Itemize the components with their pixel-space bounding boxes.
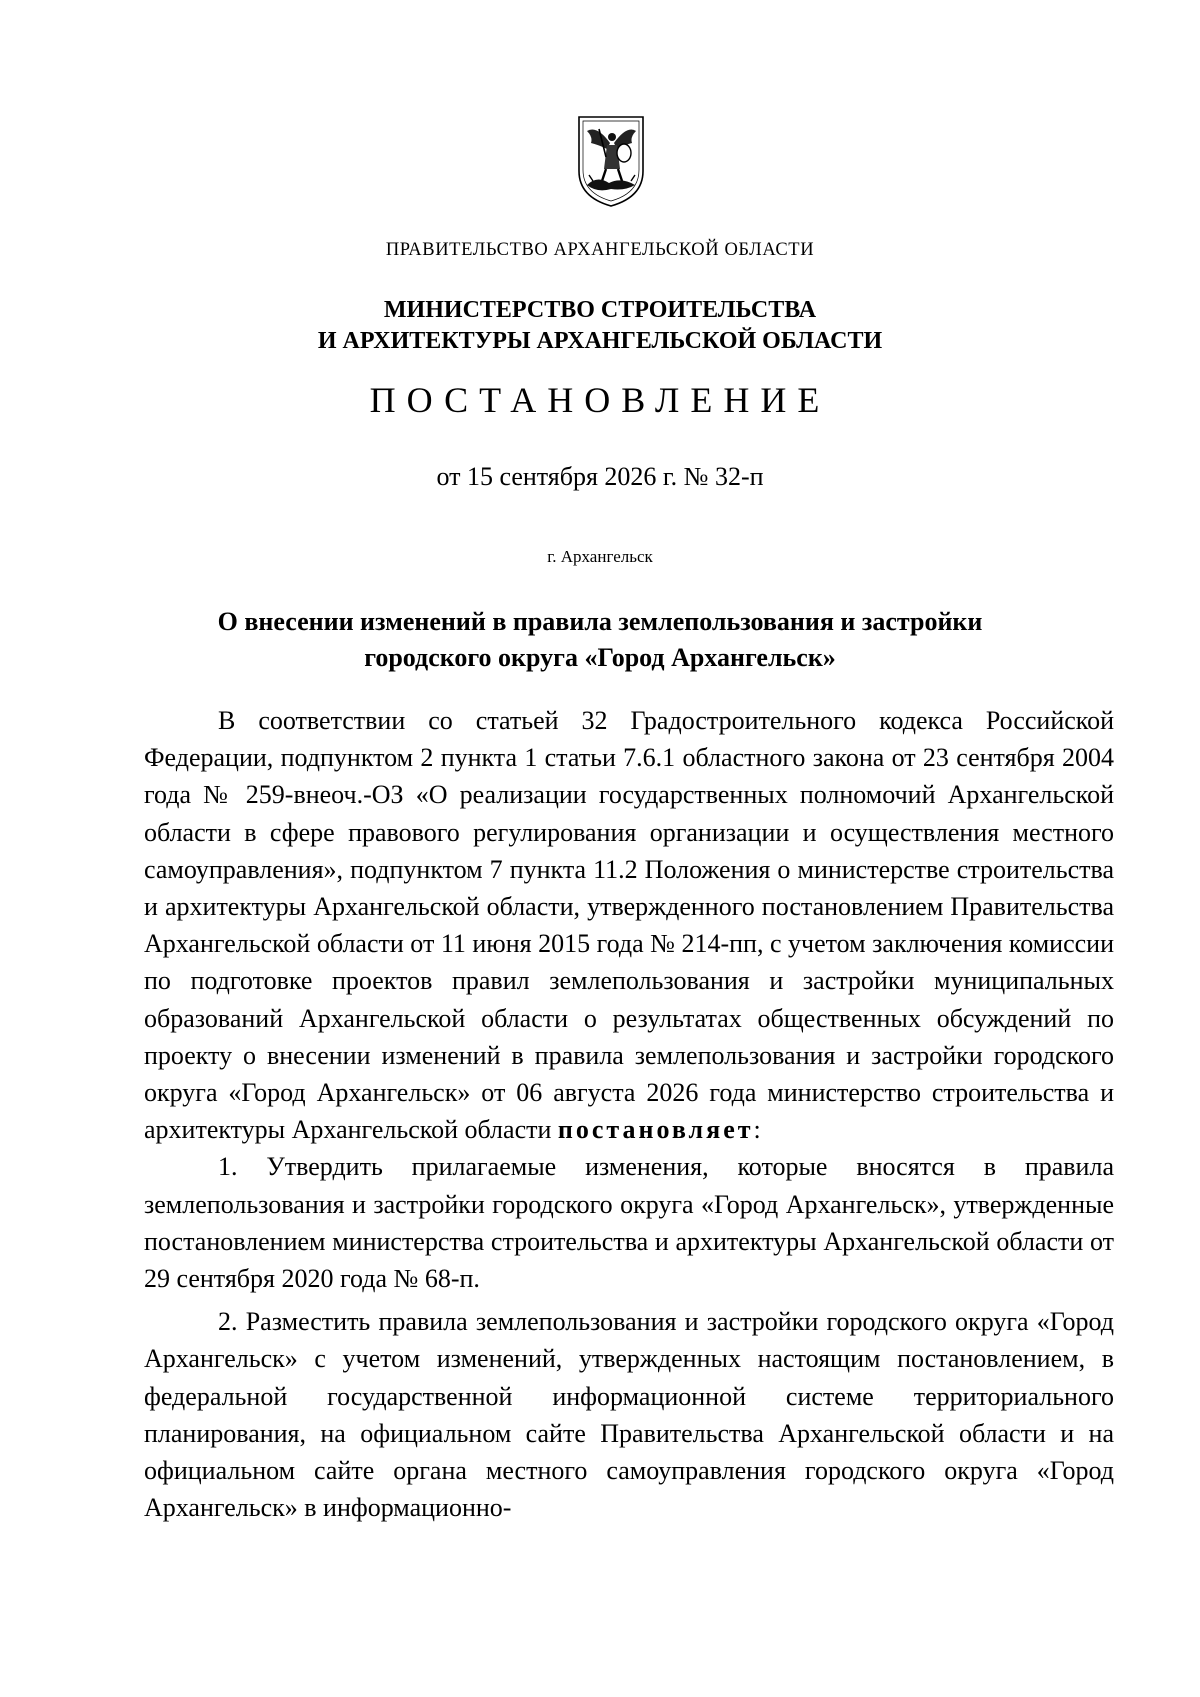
subject-line1: О внесении изменений в правила землепользования и застройки	[217, 607, 983, 636]
item-1-paragraph: 1. Утвердить прилагаемые изменения, которые вносятся в правила землепользования и застройки городского округа «Город Архангельск», утвержденные постановлением министерства строительства и архитектуры Архангельской области от 29 сентября 2020 года № 68-п.	[144, 1152, 1114, 1294]
coat-of-arms-icon	[573, 113, 649, 209]
ministry-title-line1: МИНИСТЕРСТВО СТРОИТЕЛЬСТВА	[383, 297, 817, 323]
resolves-word: постановляет	[557, 1115, 754, 1145]
subject-line2: городского округа «Город Архангельск»	[364, 643, 836, 672]
document-subject	[0, 604, 1200, 676]
document-body	[144, 702, 1114, 1526]
document-type: ПОСТАНОВЛЕНИЕ	[369, 380, 831, 420]
preamble-text: В соответствии со статьей 32 Градостроительного кодекса Российской Федерации, подпунктом 2 пункта 1 статьи 7.6.1 областного закона от 23 сентября 2004 года № 259-внеоч.-ОЗ «О реализации государственных полномочий Архангельской области в сфере правового регулирования организации и осуществления местного самоуправления», подпунктом 7 пункта 11.2 Положения о министерстве строительства и архитектуры Архангельской области, утвержденного постановлением Правительства Архангельской области от 11 июня 2015 года № 214-пп, с учетом заключения комиссии по подготовке проектов правил землепользования и застройки муниципальных образований Архангельской области о результатах общественных обсуждений по проекту о внесении изменений в правила землепользования и застройки городского округа «Город Архангельск» от 06 августа 2026 года министерство строительства и архитектуры Архангельской области	[144, 706, 1114, 1145]
item-2-paragraph: 2. Разместить правила землепользования и застройки городского округа «Город Архангельск» с учетом изменений, утвержденных настоящим постановлением, в федеральной государственной информационной системе территориального планирования, на официальном сайте Правительства Архангельской области и на официальном сайте органа местного самоуправления городского округа «Город Архангельск» в информационно-	[144, 1307, 1114, 1523]
ministry-title	[0, 295, 1200, 357]
ministry-title-line2: И АРХИТЕКТУРЫ АРХАНГЕЛЬСКОЙ ОБЛАСТИ	[317, 328, 883, 354]
city: г. Архангельск	[547, 547, 653, 566]
date-and-number: от 15 сентября 2026 г. № 32-п	[436, 462, 764, 491]
resolves-suffix: :	[753, 1115, 761, 1145]
preamble-paragraph	[144, 702, 1114, 1148]
government-title: ПРАВИТЕЛЬСТВО АРХАНГЕЛЬСКОЙ ОБЛАСТИ	[385, 240, 815, 260]
